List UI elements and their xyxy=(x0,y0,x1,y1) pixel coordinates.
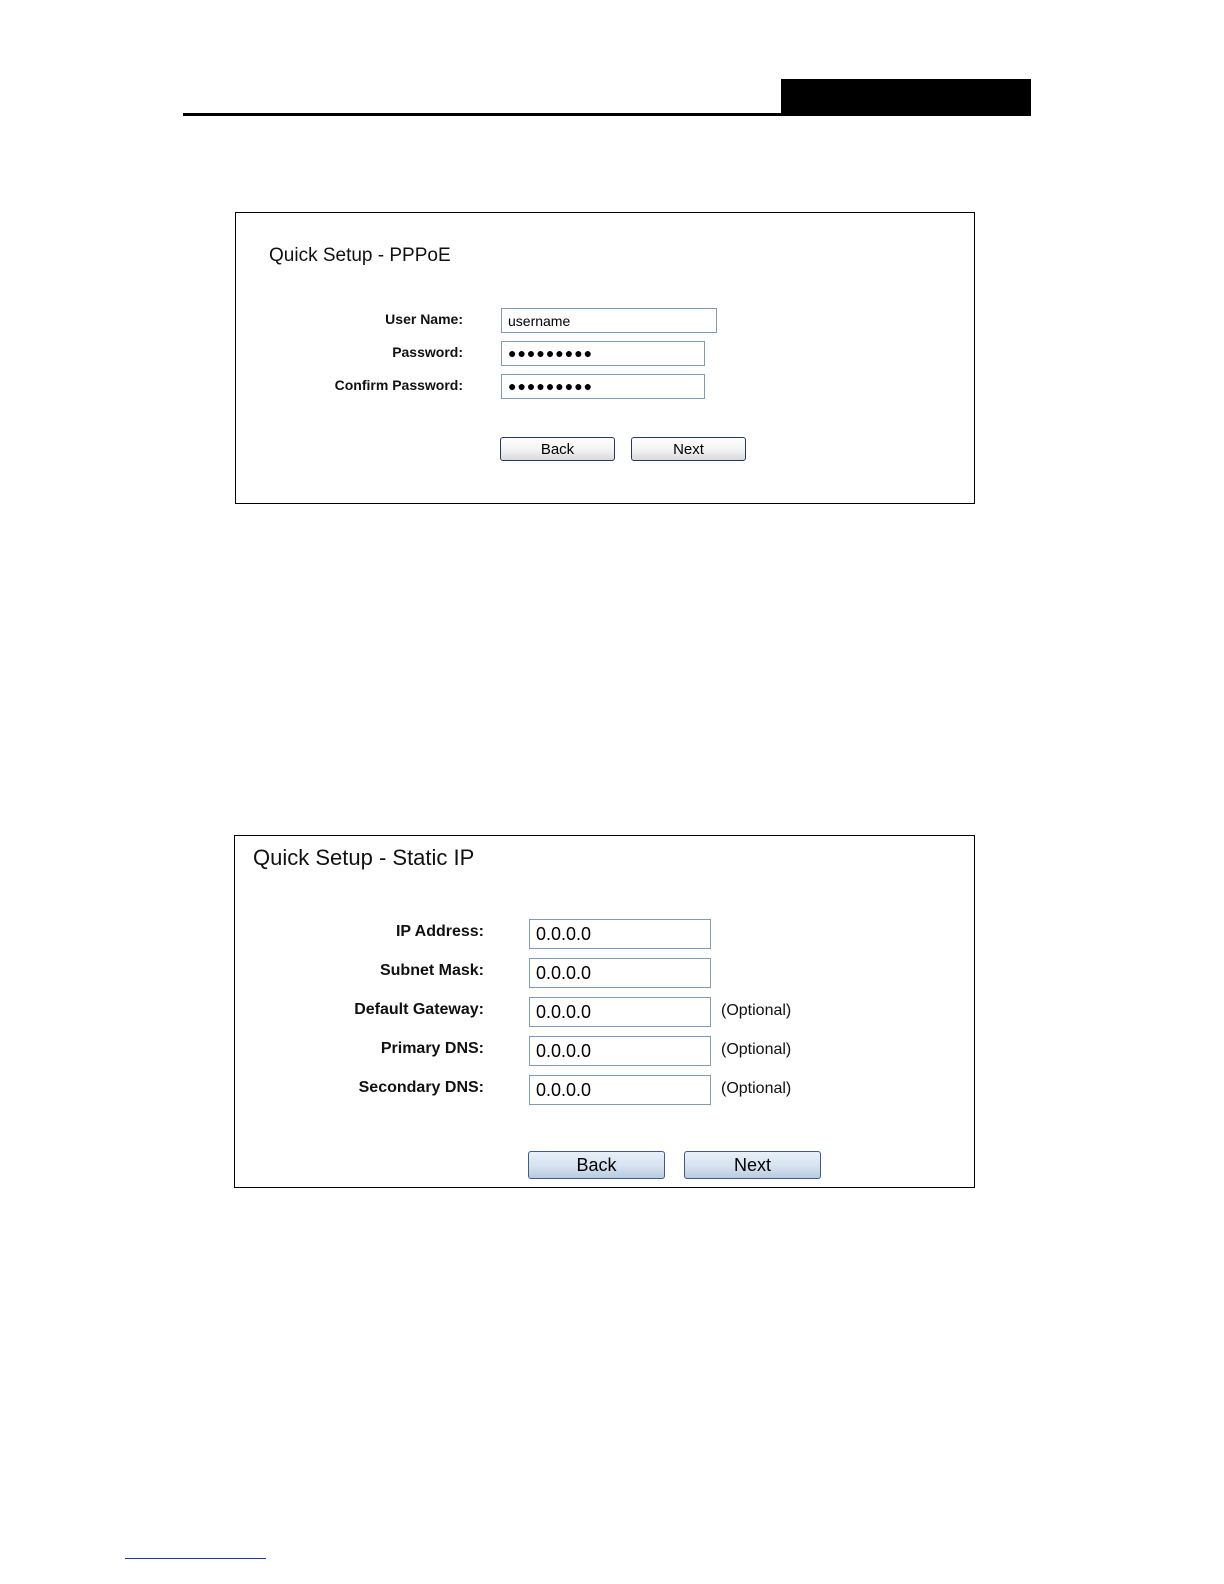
pppoe-back-button[interactable]: Back xyxy=(500,437,615,461)
static-ip-panel-title: Quick Setup - Static IP xyxy=(253,845,475,870)
primary-dns-input[interactable] xyxy=(529,1036,711,1066)
default-gateway-optional-note: (Optional) xyxy=(721,1002,792,1019)
subnet-mask-input[interactable] xyxy=(529,958,711,988)
confirm-password-label: Confirm Password: xyxy=(334,377,463,393)
primary-dns-optional-note: (Optional) xyxy=(721,1041,792,1058)
pppoe-setup-panel xyxy=(235,212,975,504)
default-gateway-input[interactable] xyxy=(529,997,711,1027)
footer-link-underline xyxy=(125,1558,266,1559)
static-ip-next-button[interactable]: Next xyxy=(684,1151,821,1179)
user-name-input[interactable] xyxy=(501,308,717,333)
header-rule xyxy=(183,113,1031,116)
pppoe-next-button[interactable]: Next xyxy=(631,437,746,461)
secondary-dns-label: Secondary DNS: xyxy=(358,1079,484,1096)
user-name-label: User Name: xyxy=(385,311,463,327)
subnet-mask-label: Subnet Mask: xyxy=(379,962,484,979)
static-ip-setup-panel xyxy=(234,835,975,1188)
primary-dns-label: Primary DNS: xyxy=(380,1040,484,1057)
password-label: Password: xyxy=(392,344,463,360)
header-tab xyxy=(781,79,1031,116)
ip-address-input[interactable] xyxy=(529,919,711,949)
pppoe-panel-title: Quick Setup - PPPoE xyxy=(269,245,451,266)
ip-address-label: IP Address: xyxy=(395,923,484,940)
confirm-password-input[interactable]: ●●●●●●●●● xyxy=(501,374,705,399)
static-ip-back-button[interactable]: Back xyxy=(528,1151,665,1179)
password-input[interactable]: ●●●●●●●●● xyxy=(501,341,705,366)
secondary-dns-input[interactable] xyxy=(529,1075,711,1105)
default-gateway-label: Default Gateway: xyxy=(354,1001,484,1018)
secondary-dns-optional-note: (Optional) xyxy=(721,1080,792,1097)
